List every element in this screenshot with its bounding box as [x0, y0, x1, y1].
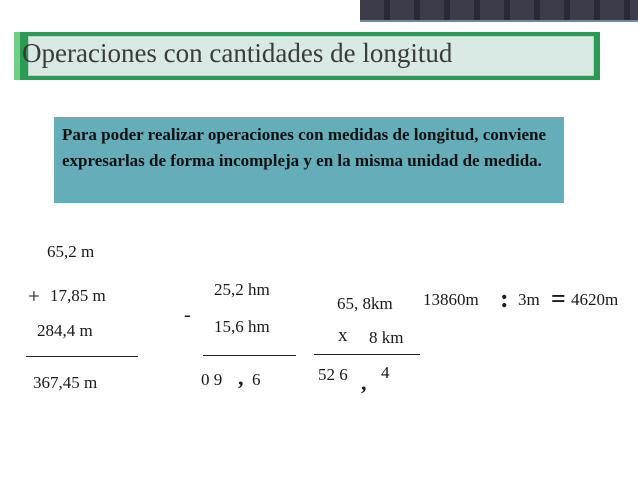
subtraction-result-comma: ,: [238, 365, 244, 390]
division-divisor: 3m: [518, 290, 540, 309]
division-equals: =: [551, 284, 566, 313]
multiplication-result-right: 4: [381, 363, 390, 382]
addition-operator: +: [28, 284, 40, 308]
note-text: Para poder realizar operaciones con medidas de longitud, conviene expresarlas de forma incompleja y en la misma unidad de medida.: [62, 125, 547, 170]
multiplication-operator: x: [338, 325, 348, 346]
multiplication-multiplier: 8 km: [369, 328, 404, 347]
multiplication-result-left: 52 6: [318, 365, 348, 384]
subtraction-result-left: 0 9: [201, 370, 223, 389]
multiplication-rule: [314, 354, 420, 355]
subtraction-result-right: 6: [252, 370, 261, 389]
addition-third: 284,4 m: [37, 321, 93, 340]
addition-first: 65,2 m: [47, 242, 95, 261]
subtraction-subtrahend: 15,6 hm: [214, 317, 270, 336]
division-dividend: 13860m: [423, 290, 479, 309]
multiplication-factor: 65, 8km: [337, 294, 393, 313]
subtraction-rule: [203, 355, 296, 356]
division-operator: :: [500, 284, 509, 313]
addition-result: 367,45 m: [33, 373, 98, 392]
top-decoration-bar: [0, 0, 638, 20]
multiplication-result-comma: ,: [361, 370, 367, 395]
addition-rule: [26, 356, 138, 357]
slide-title: Operaciones con cantidades de longitud: [22, 38, 453, 68]
subtraction-operator: -: [184, 304, 191, 326]
subtraction-minuend: 25,2 hm: [214, 280, 270, 299]
addition-second: 17,85 m: [50, 286, 106, 305]
division-result: 4620m: [571, 290, 619, 309]
